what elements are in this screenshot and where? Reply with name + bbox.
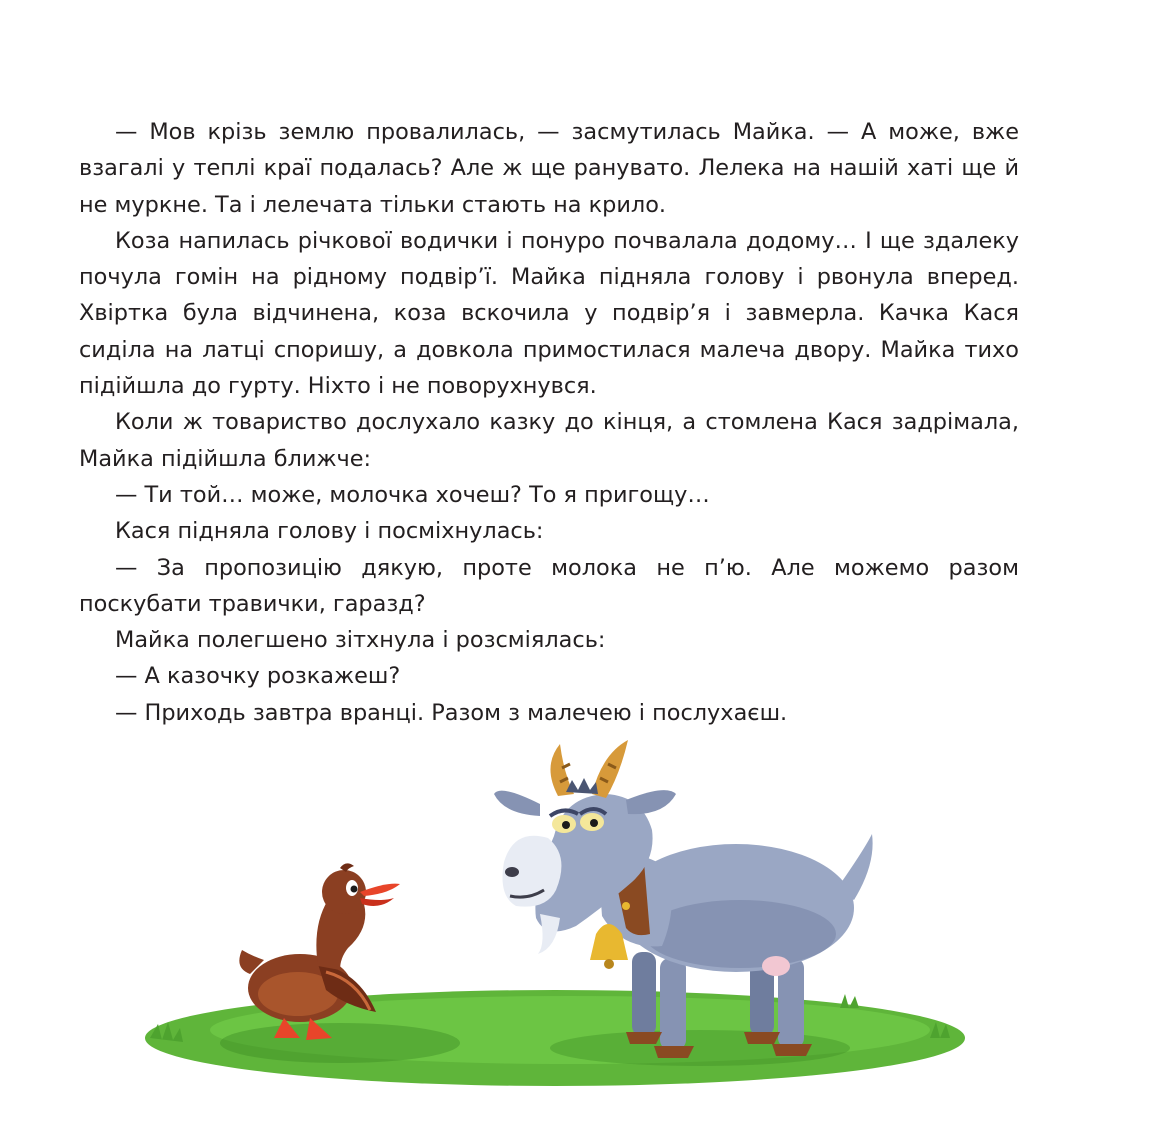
story-text: [79, 114, 1019, 731]
goat-and-duck-illustration: [140, 738, 970, 1098]
paragraph-7: Майка полегшено зітхнула і розсміялась:: [115, 627, 606, 654]
paragraph-3: Коли ж товариство дослухало казку до кінця, а стомлена Кася задрімала, Майка підійшла ближче:: [79, 409, 1019, 472]
paragraph-5: Кася підняла голову і посміхнулась:: [115, 518, 544, 545]
paragraph-2: Коза напилась річкової водички і понуро почвалала додому… І ще здалеку почула гомін на рідному подвір’ї. Майка підняла голову і рвонула вперед. Хвіртка була відчинена, коза вскочила у подвір’я і завмерла. Качка Кася сиділа на латці споришу, а довкола примостилася малеча двору. Майка тихо підійшла до гурту. Ніхто і не поворухнувся.: [79, 227, 1019, 400]
paragraph-8: — А казочку розкажеш?: [115, 663, 401, 690]
paragraph-9: — Приходь завтра вранці. Разом з малечею і послухаєш.: [115, 699, 788, 726]
paragraph-4: — Ти той… може, молочка хочеш? То я пригощу…: [115, 481, 710, 508]
paragraph-6: — За пропозицію дякую, проте молока не п’ю. Але можемо разом поскубати травички, гаразд?: [79, 554, 1019, 617]
paragraph-1: — Мов крізь землю провалилась, — засмутилась Майка. — А може, вже взагалі у теплі краї подалась? Але ж ще ранувато. Лелека на нашій хаті ще й не муркне. Та і лелечата тільки стають на крило.: [79, 119, 1019, 218]
